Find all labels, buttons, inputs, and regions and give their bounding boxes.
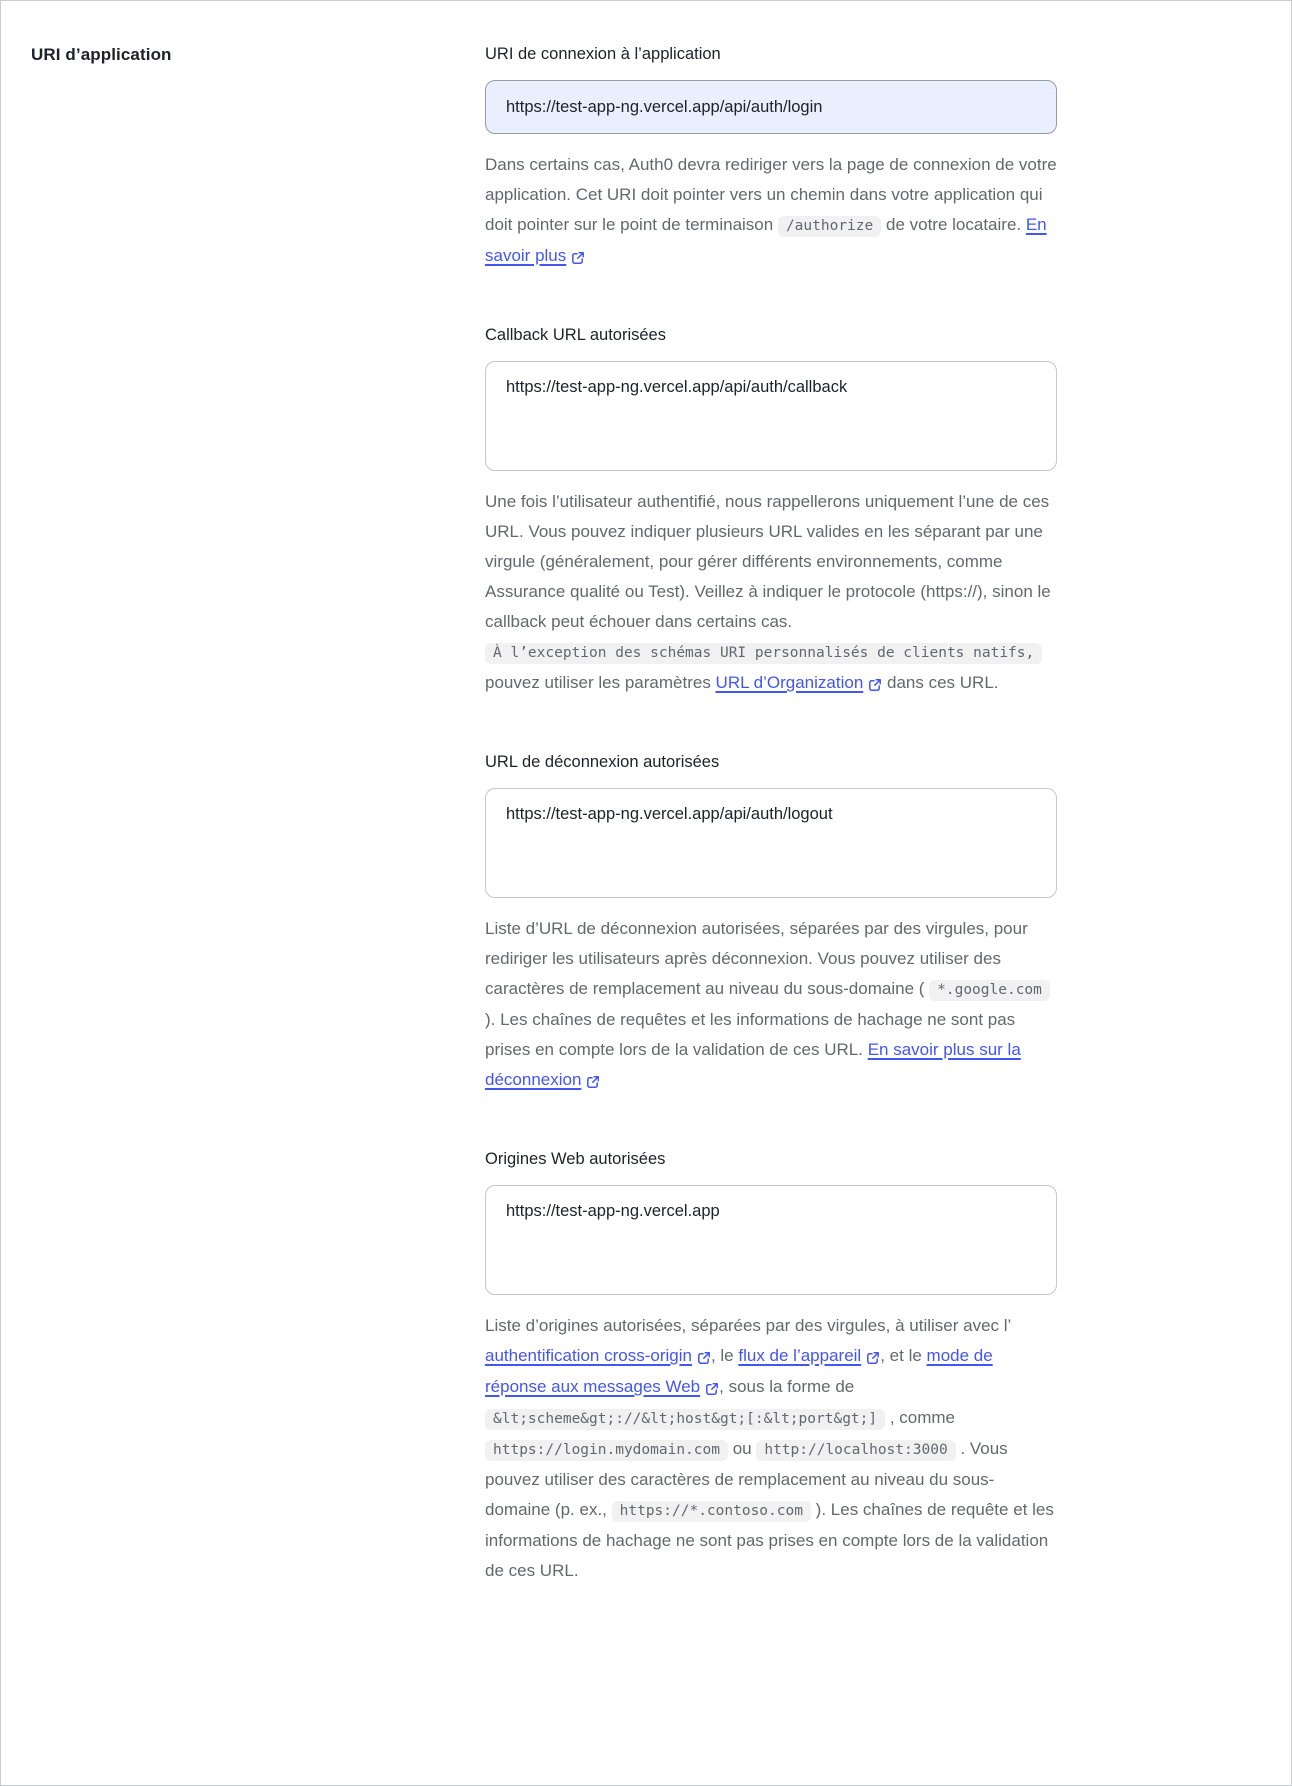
code-chip: http://localhost:3000: [756, 1440, 955, 1461]
code-chip: https://*.contoso.com: [612, 1501, 811, 1522]
login-uri-input[interactable]: [485, 80, 1057, 134]
logout-learn-more-link[interactable]: En savoir plus sur la déconnexion: [485, 1040, 1021, 1089]
code-chip: *.google.com: [929, 980, 1050, 1001]
login-uri-label: URI de connexion à l’application: [485, 45, 721, 63]
code-chip: À l’exception des schémas URI personnalisés de clients natifs,: [485, 643, 1042, 664]
code-chip: /authorize: [778, 216, 881, 237]
external-link-icon: [586, 1066, 600, 1096]
external-link-icon: [571, 242, 585, 272]
field-web-origins: [485, 1150, 1057, 1586]
device-flow-link[interactable]: flux de l’appareil: [738, 1346, 880, 1365]
login-uri-helper-text: Dans certains cas, Auth0 devra rediriger vers la page de connexion de votre application. Cet URI doit pointer vers un chemin dans votre application qui doit pointer sur le point de terminaison /authorize de votre locataire. En savoir plus: [485, 150, 1057, 272]
callback-urls-helper-text: Une fois l’utilisateur authentifié, nous rappellerons uniquement l’une de ces URL. Vous pouvez indiquer plusieurs URL valides en les séparant par une virgule (généralement, pour gérer différents environnements, comme Assurance qualité ou Test). Veillez à indiquer le protocole (https://), sinon le callback peut échouer dans certains cas. À l’exception des schémas URI personnalisés de clients natifs, pouvez utiliser les paramètres URL d’Organization dans ces URL.: [485, 487, 1057, 699]
learn-more-link[interactable]: En savoir plus: [485, 215, 1047, 265]
web-origins-textarea[interactable]: [485, 1185, 1057, 1295]
organization-url-link[interactable]: URL d’Organization: [716, 673, 883, 692]
field-callback-urls: [485, 326, 1057, 699]
external-link-icon: [868, 669, 882, 699]
section-fields-column: [485, 1, 1057, 1646]
section-title: URI d’application: [31, 45, 172, 64]
external-link-icon: [705, 1373, 719, 1403]
callback-urls-textarea[interactable]: [485, 361, 1057, 471]
code-chip: https://login.mydomain.com: [485, 1440, 728, 1461]
section-title-column: [1, 1, 485, 65]
callback-urls-label: Callback URL autorisées: [485, 326, 666, 344]
logout-urls-textarea[interactable]: [485, 788, 1057, 898]
external-link-icon: [866, 1342, 880, 1372]
code-chip: &lt;scheme&gt;://&lt;host&gt;[:&lt;port&gt;]: [485, 1409, 885, 1430]
logout-urls-label: URL de déconnexion autorisées: [485, 753, 720, 771]
field-logout-urls: [485, 753, 1057, 1096]
web-origins-label: Origines Web autorisées: [485, 1150, 666, 1168]
field-login-uri: [485, 45, 1057, 272]
web-origins-helper-text: Liste d’origines autorisées, séparées par des virgules, à utiliser avec l’ authentification cross-origin , le flux de l’appareil , et le mode de réponse aux messages Web , sous la forme de &lt;scheme&gt;://&lt;host&gt;[:&lt;port&gt;] , comme https://login.mydomain.com ou http://localhost:3000 . Vous pouvez utiliser des caractères de remplacement au niveau du sous-domaine (p. ex., https://*.contoso.com ). Les chaînes de requête et les informations de hachage ne sont pas prises en compte lors de la validation de ces URL.: [485, 1316, 1054, 1580]
external-link-icon: [697, 1342, 711, 1372]
web-message-response-mode-link[interactable]: mode de réponse aux messages Web: [485, 1346, 993, 1396]
cross-origin-authentication-link[interactable]: authentification cross-origin: [485, 1346, 711, 1365]
logout-urls-helper-text: Liste d’URL de déconnexion autorisées, séparées par des virgules, pour rediriger les utilisateurs après déconnexion. Vous pouvez utiliser des caractères de remplacement au niveau du sous-domaine ( *.google.com ). Les chaînes de requêtes et les informations de hachage ne sont pas prises en compte lors de la validation de ces URL. En savoir plus sur la déconnexion: [485, 914, 1057, 1096]
